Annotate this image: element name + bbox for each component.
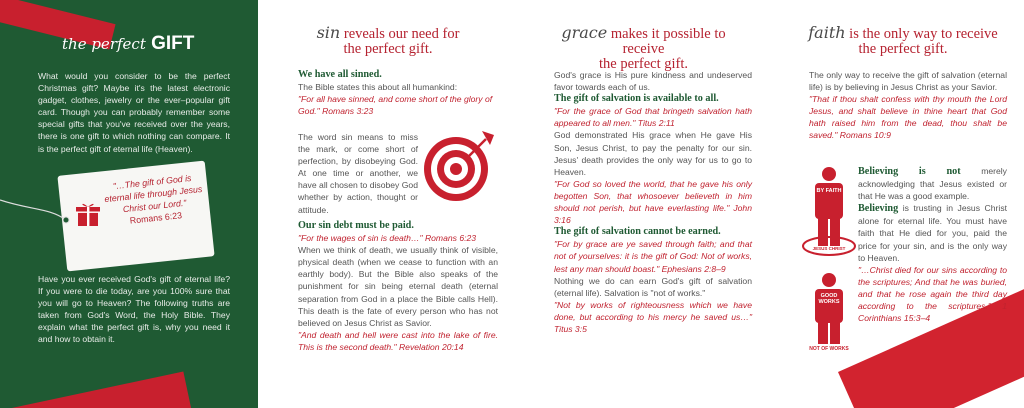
panel4-title: faith is the only way to receive the perfect gift. — [808, 23, 998, 57]
panel2-body-top: We have all sinned. The Bible states this about all humankind: "For all have sinned, and come short of the glory of God." Romans 3:23 — [298, 69, 493, 117]
by-faith-figure-icon — [798, 166, 860, 258]
panel-faith — [768, 0, 1024, 408]
panel1-title: the perfect GIFT — [62, 33, 195, 54]
panel3-body: God's grace is His pure kindness and undeserved favor towards each of us. The gift of salvation is available to all. "For the grace of God that bringeth salvation hath appeared to all men." Titus 2:11 God demonstrated His grace when He gave His Son, Jesus Christ, to pay the penalty for our sin. Jesus' death provides the only way for us to go to Heaven. "For God so loved the world, that he gave his only begotten Son, that whosoever believeth in him should not perish, but have everlasting life." John 3:16 The gift of salvation cannot be earned. "For by grace are ye saved through faith; and that not of yourselves: it is the gift of God: Not of works, lest any man should boast." Ephesians 2:8–9 Nothing we do can earn God's gift of salvation (eternal life). Salvation is "not of works." "Not by works of righteousness which we have done, but according to his mercy he saved us…" Titus 3:5 — [554, 70, 752, 334]
panel-grace — [513, 0, 768, 408]
good-works-label: GOOD WORKS — [818, 293, 840, 305]
panel2-title: sin reveals our need for the perfect gift. — [316, 23, 460, 57]
good-works-figure-icon — [804, 272, 854, 352]
panel3-title: grace makes it possible to receive the perfect gift. — [561, 23, 726, 72]
tag-quote: "…The gift of God is eternal life through Jesus Christ our Lord." Romans 6:23 — [103, 173, 203, 226]
panel-perfect-gift — [0, 0, 258, 408]
by-faith-label: BY FAITH — [816, 188, 842, 194]
panel4-body-top: The only way to receive the gift of salvation (eternal life) is by believing in Jesus Christ as your Savior. "That if thou shalt confess with thy mouth the Lord Jesus, and shalt believe in thine heart that God hath raised him from the dead, thou shalt be saved." Romans 10:9 — [809, 70, 1007, 141]
not-of-works-label: NOT OF WORKS — [809, 346, 849, 352]
panel1-outro: Have you ever received God's gift of eternal life? If you were to die today, are you 100% sure that you will go to Heaven? The following truths are taken from God's Word, the Holy Bible. They explain what the perfect gift is, why you need it and how to obtain it. — [38, 274, 230, 345]
panel2-sin-definition: The word sin means to miss the mark, or come short of perfection, by disobeying God. At one time or another, we have all chosen to disobey God whether by action, thought or attitude. — [298, 132, 418, 215]
panel2-body-bottom: Our sin debt must be paid. "For the wages of sin is death…" Romans 6:23 When we think of death, we usually think of visible, physical death (when we cease to function with an earthly body). But the Bible also speaks of the punishment for sin being eternal death (eternal separation from God in a place the Bible calls Hell). This death is the fate of every person who has not believed on Jesus Christ as Savior. "And death and hell were cast into the lake of fire. This is the second death." Revelation 20:14 — [298, 220, 498, 352]
red-ribbon-bottom — [0, 372, 192, 408]
target-icon — [420, 125, 498, 205]
panel-sin — [258, 0, 513, 408]
gift-box-icon — [76, 201, 100, 227]
tag-string — [0, 190, 80, 230]
panel1-intro: What would you consider to be the perfect Christmas gift? Maybe it's the latest electronic gadget, clothes, jewelry or the ever–popular gift card. Though you can probably remember some special gifts that you've received over the years, there is one gift to which nothing can compare. It is the perfect gift of eternal life (Heaven). — [38, 71, 230, 154]
jesus-christ-ring-label: JESUS CHRIST — [812, 246, 846, 251]
panel4-body-bottom: Believing is not merely acknowledging that Jesus existed or that He was a good example. Believing is trusting in Jesus Christ alone for eternal life. You must have faith that He died for you, paid the price for your sin, and is the only way to Heaven. "…Christ died for our sins according to the scriptures; And that he was buried, and that he rose again the third day according to the scriptures." 1 Corinthians 15:3–4 — [858, 166, 1007, 324]
